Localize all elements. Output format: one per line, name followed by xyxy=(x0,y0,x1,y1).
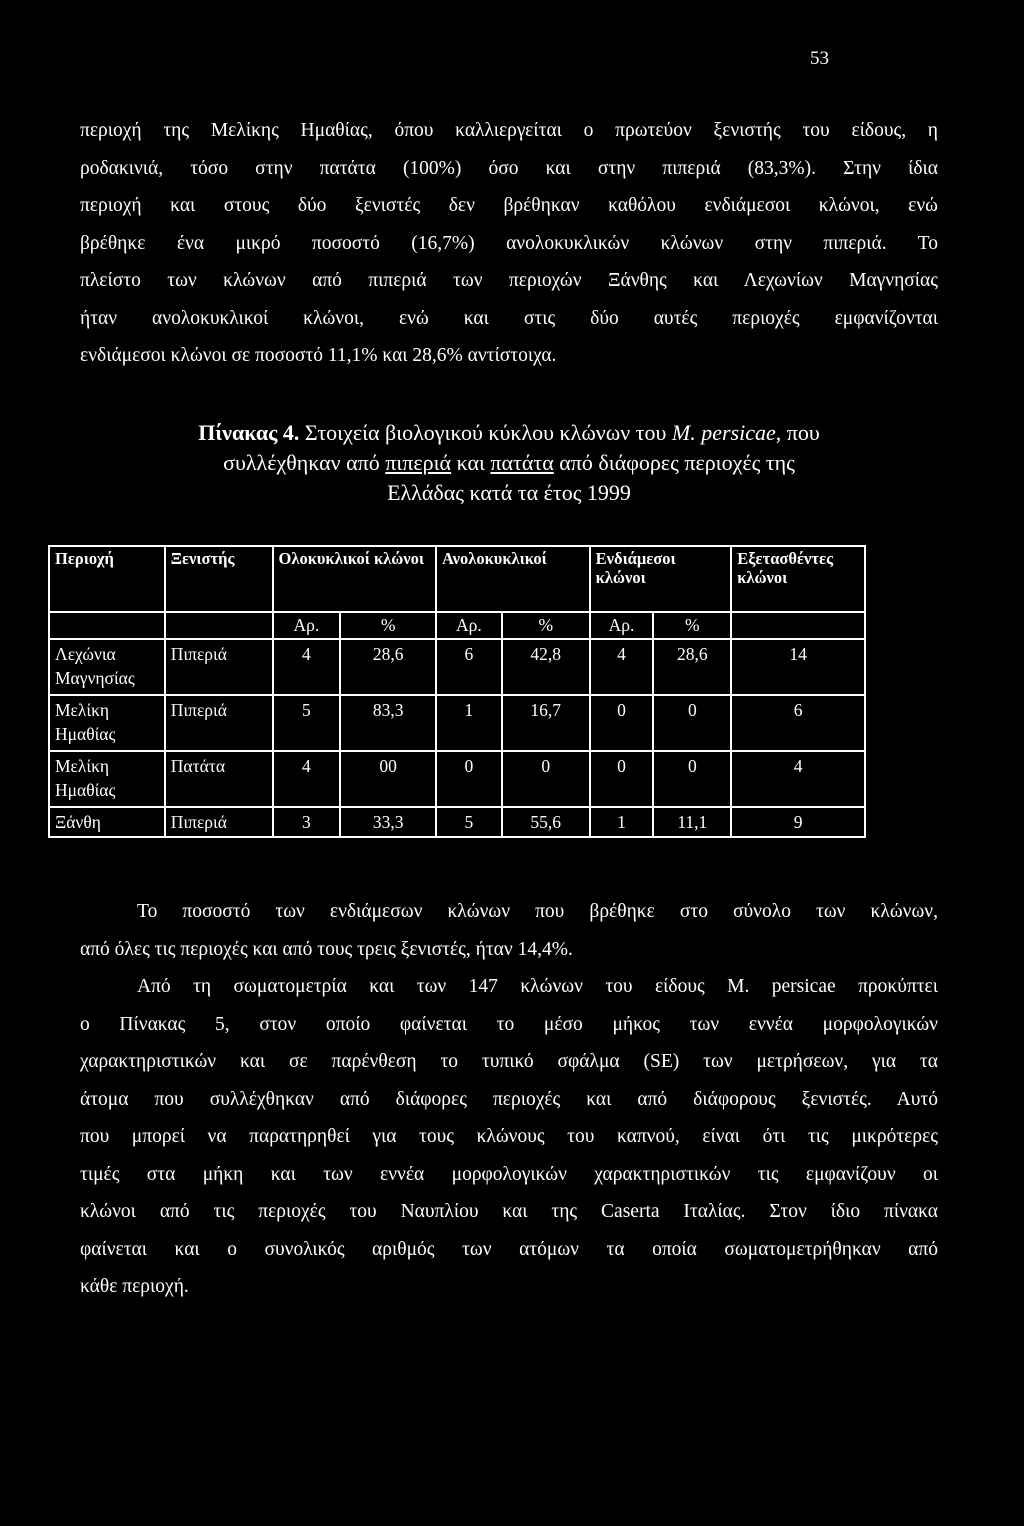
cell-value: 0 xyxy=(590,695,654,751)
table-header-row xyxy=(49,546,865,612)
table-cell xyxy=(731,612,865,639)
text-line: φαίνεται και ο συνολικός αριθμός των ατόμων τα οποία σωματομετρήθηκαν από xyxy=(80,1238,938,1260)
caption-text: και xyxy=(456,450,485,475)
cell-value: 28,6 xyxy=(340,639,436,695)
data-table xyxy=(48,545,866,838)
text-line: περιοχή της Μελίκης Ημαθίας, όπου καλλιεργείται ο πρωτεύον ξενιστής του είδους, η xyxy=(80,120,938,141)
subheader-count: Αρ. xyxy=(273,612,341,639)
cell-value: 5 xyxy=(273,695,341,751)
text-line: ήταν ανολοκυκλικοί κλώνοι, ενώ και στις δύο αυτές περιοχές εμφανίζονται xyxy=(80,307,938,329)
cell-value: 4 xyxy=(273,639,341,695)
cell-region: Μελίκη Ημαθίας xyxy=(49,751,165,807)
header-holocyclic: Ολοκυκλικοί κλώνοι xyxy=(273,546,436,612)
header-host: Ξενιστής xyxy=(165,546,273,612)
cell-value: 33,3 xyxy=(340,807,436,837)
text-line: ο Πίνακας 5, στον οποίο φαίνεται το μέσο μήκος των εννέα μορφολογικών xyxy=(80,1013,938,1035)
table-row xyxy=(49,751,865,807)
cell-value: 28,6 xyxy=(653,639,731,695)
subheader-count: Αρ. xyxy=(436,612,502,639)
cell-value: 4 xyxy=(273,751,341,807)
cell-value: 3 xyxy=(273,807,341,837)
caption-host: πατάτα xyxy=(490,450,554,475)
cell-value: 6 xyxy=(731,695,865,751)
table-row xyxy=(49,695,865,751)
cell-value: 1 xyxy=(590,807,654,837)
caption-species: M. persicae xyxy=(671,420,776,445)
text-line: ενδιάμεσοι κλώνοι σε ποσοστό 11,1% και 28,6% αντίστοιχα. xyxy=(80,345,557,366)
text-line: τιμές στα μήκη και των εννέα μορφολογικών χαρακτηριστικών τις εμφανίζουν οι xyxy=(80,1163,938,1185)
cell-value: 0 xyxy=(590,751,654,807)
caption-label: Πίνακας 4. xyxy=(198,420,300,445)
cell-value: 0 xyxy=(653,751,731,807)
cell-region: Ξάνθη xyxy=(49,807,165,837)
subheader-count: Αρ. xyxy=(590,612,654,639)
cell-value: 9 xyxy=(731,807,865,837)
cell-host: Πιπεριά xyxy=(165,639,273,695)
table-subheader-row xyxy=(49,612,865,639)
cell-value: 0 xyxy=(502,751,590,807)
paragraph-intro xyxy=(80,112,938,375)
cell-value: 0 xyxy=(436,751,502,807)
text-line: από όλες τις περιοχές και από τους τρεις ξενιστές, ήταν 14,4%. xyxy=(80,938,573,960)
text-line: χαρακτηριστικών και σε παρένθεση το τυπικό σφάλμα (SE) των μετρήσεων, για τα xyxy=(80,1051,938,1072)
cell-value: 83,3 xyxy=(340,695,436,751)
table-row xyxy=(49,807,865,837)
cell-host: Πατάτα xyxy=(165,751,273,807)
header-anholocyclic: Ανολοκυκλικοί xyxy=(436,546,590,612)
cell-value: 5 xyxy=(436,807,502,837)
caption-text: , που xyxy=(775,420,820,445)
caption-text: Στοιχεία βιολογικού κύκλου κλώνων του xyxy=(304,420,667,445)
cell-value: 16,7 xyxy=(502,695,590,751)
header-intermediate: Ενδιάμεσοι κλώνοι xyxy=(590,546,732,612)
text-line: άτομα που συλλέχθηκαν από διάφορες περιοχές και από διάφορους ξενιστές. Αυτό xyxy=(80,1088,938,1110)
text-line: κλώνοι από τις περιοχές του Ναυπλίου και της Caserta Ιταλίας. Στον ίδιο πίνακα xyxy=(80,1201,938,1222)
cell-host: Πιπεριά xyxy=(165,695,273,751)
cell-value: 4 xyxy=(731,751,865,807)
table-cell xyxy=(165,612,273,639)
cell-host: Πιπεριά xyxy=(165,807,273,837)
cell-value: 14 xyxy=(731,639,865,695)
caption-text: συλλέχθηκαν από xyxy=(223,450,380,475)
text-line: πλείστο των κλώνων από πιπεριά των περιοχών Ξάνθης και Λεχωνίων Μαγνησίας xyxy=(80,270,938,291)
cell-value: 42,8 xyxy=(502,639,590,695)
caption-text: από διάφορες περιοχές της xyxy=(559,450,795,475)
paragraph-results xyxy=(80,893,938,1306)
header-region: Περιοχή xyxy=(49,546,165,612)
table-row xyxy=(49,639,865,695)
caption-host: πιπεριά xyxy=(385,450,452,475)
cell-region: Μελίκη Ημαθίας xyxy=(49,695,165,751)
cell-value: 1 xyxy=(436,695,502,751)
cell-region: Λεχώνια Μαγνησίας xyxy=(49,639,165,695)
cell-value: 55,6 xyxy=(502,807,590,837)
text-line: κάθε περιοχή. xyxy=(80,1276,189,1297)
text-line: περιοχή και στους δύο ξενιστές δεν βρέθηκαν καθόλου ενδιάμεσοι κλώνοι, ενώ xyxy=(80,195,938,216)
header-examined: Εξετασθέντες κλώνοι xyxy=(731,546,865,612)
text-line: που μπορεί να παρατηρηθεί για τους κλώνους του καπνού, είναι ότι τις μικρότερες xyxy=(80,1126,938,1147)
cell-value: 0 xyxy=(653,695,731,751)
page-number: 53 xyxy=(810,48,829,69)
cell-value: 4 xyxy=(590,639,654,695)
cell-value: 00 xyxy=(340,751,436,807)
subheader-percent: % xyxy=(502,612,590,639)
cell-value: 11,1 xyxy=(653,807,731,837)
table-caption xyxy=(80,418,938,508)
text-line: βρέθηκε ένα μικρό ποσοστό (16,7%) ανολοκυκλικών κλώνων στην πιπεριά. Το xyxy=(80,232,938,254)
cell-value: 6 xyxy=(436,639,502,695)
text-line: Από τη σωματομετρία και των 147 κλώνων του είδους M. persicae προκύπτει xyxy=(137,976,938,997)
subheader-percent: % xyxy=(653,612,731,639)
subheader-percent: % xyxy=(340,612,436,639)
text-line: ροδακινιά, τόσο στην πατάτα (100%) όσο και στην πιπεριά (83,3%). Στην ίδια xyxy=(80,157,938,179)
table-cell xyxy=(49,612,165,639)
text-line: Το ποσοστό των ενδιάμεσων κλώνων που βρέθηκε στο σύνολο των κλώνων, xyxy=(137,901,938,922)
caption-text: Ελλάδας κατά τα έτος 1999 xyxy=(387,480,631,505)
